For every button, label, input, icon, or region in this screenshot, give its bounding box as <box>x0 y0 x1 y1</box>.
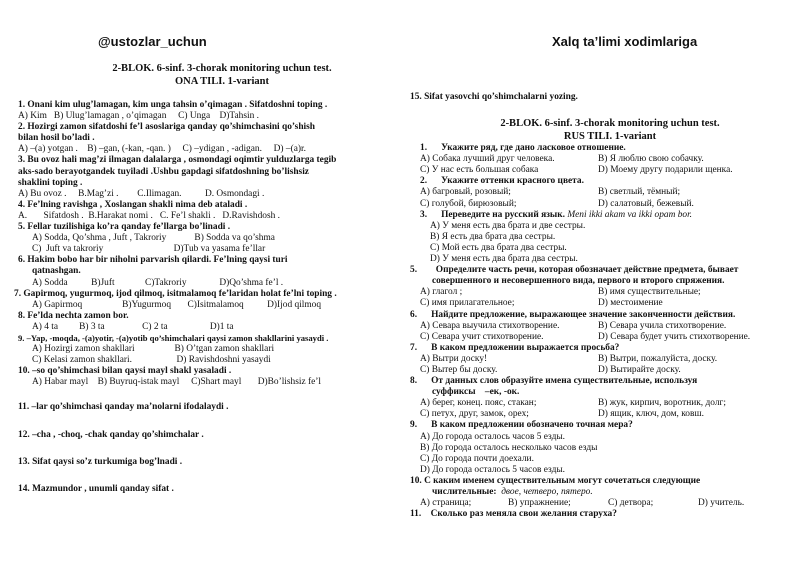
left-title <box>18 62 396 88</box>
answer-c: C) Вытер бы доску. <box>420 364 498 375</box>
question-text: 7. Gapirmoq, yugurmoq, ijod qilmoq, isitmalamoq fe’laridan holat fe’lni toping . <box>14 288 337 299</box>
answer-d: D) У меня есть два брата два сестры. <box>430 254 578 265</box>
question-12: 12. –cha , -choq, -chak qanday qo’shimchalar . <box>18 429 204 440</box>
answer-options: C) Kelasi zamon shakllari. D) Ravishdoshni yasaydi <box>32 355 271 366</box>
answer-grid <box>410 321 790 343</box>
answer-b: B) Я люблю свою собачку. <box>598 154 704 165</box>
question-13: 13. Sifat qaysi so’z turkumiga bog’lnadi . <box>18 456 183 467</box>
question-text: 5. Fellar tuzilishiga ko’ra qanday fe’llarga bo’linadi . <box>18 222 231 233</box>
question-text: 5. Определите часть речи, которая обозначает действие предмета, бывает <box>410 265 739 276</box>
answer-options: A) Kim B) Ulug’lamagan , o’qimagan C) Unga D)Tahsin . <box>18 111 259 122</box>
answer-options: A) 4 ta B) 3 ta C) 2 ta D)1 ta <box>32 321 234 332</box>
answer-options: A) Sodda B)Juft C)Takroriy D)Qo’shma fe’l . <box>32 277 284 288</box>
question-text: 6. Hakim bobo har bir niholni parvarish qilardi. Fe’lning qaysi turi <box>18 255 288 266</box>
answer-c: C) голубой, бирюзовый; <box>420 198 517 209</box>
answer-grid <box>420 187 790 209</box>
header-left: @ustozlar_uchun <box>98 34 207 49</box>
answer-a: A) У меня есть два брата и две сестры. <box>430 220 586 231</box>
question-text: 3. Переведите на русский язык. <box>420 209 565 220</box>
answer-a: A) багровый, розовый; <box>420 187 511 198</box>
question-5 <box>18 222 396 255</box>
rus-question-7 <box>410 343 790 376</box>
question-11: 11. –lar qo’shimchasi qanday ma’nolarni ifodalaydi . <box>18 402 229 413</box>
rus-question-2 <box>410 176 790 209</box>
question-text: 1. Укажите ряд, где дано ласковое отношение. <box>420 143 626 154</box>
question-suffixes: –ек, -ок. <box>475 387 520 398</box>
question-text: 3. Bu ovoz hali mag’zi ilmagan dalalarga , osmondagi oqimtir yulduzlarga tegib <box>18 155 337 166</box>
answer-options: A) Bu ovoz . B.Mag’zi . C.Ilimagan. D. Osmondagi . <box>18 188 265 199</box>
rus-question-3 <box>410 210 790 265</box>
left-column <box>14 62 396 495</box>
question-text: 8. Fe’lda nechta zamon bor. <box>18 310 129 321</box>
answer-c: C) петух, друг, замок, орех; <box>420 409 529 420</box>
answer-b: B) Севара учила стихотворение. <box>598 320 727 331</box>
rus-question-8 <box>410 376 790 420</box>
header-right: Xalq ta’limi xodimlariga <box>552 34 698 49</box>
answer-c: C) Мой есть два брата два сестры. <box>430 242 567 253</box>
question-text: 7. В каком предложении выражается просьба? <box>410 342 620 353</box>
question-text: shaklini toping . <box>18 177 83 188</box>
answer-a: A) Вытри доску! <box>420 353 488 364</box>
question-text: 9. В каком предложении обозначено точная мера? <box>410 420 633 431</box>
left-title-line1: 2-BLOK. 6-sinf. 3-chorak monitoring uchun test. <box>112 63 332 74</box>
answer-grid <box>410 354 790 376</box>
answer-options: A) –(a) yotgan . B) –gan, (-kan, -qan. ) C) –ydigan , -adigan. D) –(a)r. <box>18 144 306 155</box>
question-text: 2. Hozirgi zamon sifatdoshi fe’l asoslariga qanday qo’shimchasini qo’shish <box>18 122 316 133</box>
answer-options: C) Juft va takroriy D)Tub va yasama fe’llar <box>32 244 266 255</box>
answer-b: B) жук, кирпич, воротник, долг; <box>598 398 726 409</box>
question-text: bilan hosil bo’ladi . <box>18 133 95 144</box>
rus-question-11: 11. Сколько раз меняла свои желания старуха? <box>410 509 617 520</box>
answer-grid <box>410 398 790 420</box>
rus-question-9 <box>410 420 790 475</box>
question-text: 10. С каким именем существительным могут сочетаться следующие <box>410 475 701 486</box>
rus-question-6 <box>410 310 790 343</box>
question-text: qatnashgan. <box>32 266 81 277</box>
answer-d: D) учитель. <box>698 498 745 509</box>
answer-a: A) Собака лучший друг человека. <box>420 154 555 165</box>
answer-a: A) берег, конец. пояс, стакан; <box>420 398 537 409</box>
question-text: совершенного и несовершенного вида, первого и второго спряжения. <box>432 276 725 287</box>
answer-d: D) местоимение <box>598 298 663 309</box>
answer-options: A) Habar mayl B) Buyruq-istak mayl C)Shart mayl D)Bo’lishsiz fe’l <box>32 377 322 388</box>
answer-grid <box>410 287 790 309</box>
answer-a: A) До города осталось часов 5 езды. <box>420 431 566 442</box>
answer-b: B) упражнение; <box>508 498 571 509</box>
question-text: 9. –Yap, -moqda, -(a)yotir, -(a)yotib qo’shimchalari qaysi zamon shakllarini yasaydi . <box>18 332 329 343</box>
right-title-line1: 2-BLOK. 6-sinf. 3-chorak monitoring uchun test. <box>500 118 720 130</box>
question-2 <box>18 122 396 155</box>
left-title-line2: ONA TILI. 1-variant <box>174 76 270 87</box>
rus-question-1 <box>410 143 790 176</box>
question-text: 8. От данных слов образуйте имена существительные, используя <box>410 376 698 387</box>
answer-d: D) салатовый, бежевый. <box>598 198 694 209</box>
question-text: 10. –so qo’shimchasi bilan qaysi mayl shakl yasaladi . <box>18 366 232 377</box>
rus-question-5 <box>410 265 790 309</box>
answer-options: A) Gapirmoq B)Yugurmoq C)Isitmalamoq D)Ijod qilmoq <box>32 299 322 310</box>
right-title <box>410 117 790 143</box>
question-8 <box>18 311 396 333</box>
answer-d: D) Моему другу подарили щенка. <box>598 165 733 176</box>
answer-options: A) Hozirgi zamon shakllari B) O’tgan zamon shakllari <box>32 344 275 355</box>
answer-c: C) имя прилагательное; <box>420 298 515 309</box>
answer-b: B) Я есть два брата два сестры. <box>430 231 556 242</box>
question-text: 1. Onani kim ulug’lamagan, kim unga tahsin o’qimagan . Sifatdoshni toping . <box>18 100 328 110</box>
question-10 <box>18 366 396 388</box>
question-phrase: Meni ikki akam va ikki opam bor. <box>564 209 693 220</box>
question-14: 14. Mazmundor , unumli qanday sifat . <box>18 483 174 494</box>
question-text: 4. Fe’lning ravishga , Xoslangan shakli nima deb ataladi . <box>18 199 248 210</box>
question-3 <box>18 155 396 199</box>
answer-c: C) До города почти доехали. <box>420 453 534 464</box>
question-1 <box>18 100 396 122</box>
question-text: числительные: <box>432 487 497 497</box>
answer-c: C) Севара учит стихотворение. <box>420 331 544 342</box>
question-phrase: двое, четверо, пятеро. <box>496 487 593 497</box>
question-4 <box>18 200 396 222</box>
answer-a: A) глагол ; <box>420 287 463 298</box>
answer-c: C) У нас есть большая собака <box>420 165 539 176</box>
answer-d: D) Севара будет учить стихотворение. <box>598 331 751 342</box>
answer-b: B) светлый, тёмный; <box>598 187 681 198</box>
rus-question-10 <box>410 476 790 509</box>
question-9 <box>18 333 396 366</box>
answer-b: B) Вытри, пожалуйста, доску. <box>598 353 718 364</box>
answer-b: B) До города осталось несколько часов езды <box>420 442 598 453</box>
answer-grid <box>410 498 790 509</box>
answer-a: A) Севара выучила стихотворение. <box>420 320 560 331</box>
question-6 <box>18 255 396 288</box>
question-15: 15. Sifat yasovchi qo’shimchalarni yozing. <box>410 92 578 102</box>
answer-a: A) страница; <box>420 498 472 509</box>
answer-options: A) Sodda, Qo’shma , Juft , Takroriy B) Sodda va qo’shma <box>32 233 275 244</box>
question-7 <box>14 288 396 311</box>
question-text: 2. Укажите оттенки красного цвета. <box>420 176 584 187</box>
answer-d: D) Вытирайте доску. <box>598 364 681 375</box>
answer-d: D) ящик, ключ, дом, ковш. <box>598 409 704 420</box>
question-text: суффиксы <box>432 387 476 398</box>
answer-c: C) детвора; <box>608 498 654 509</box>
right-column <box>410 92 790 520</box>
answer-grid <box>420 154 790 176</box>
answer-options: A. Sifatdosh . B.Harakat nomi . C. Fe’l shakli . D.Ravishdosh . <box>18 210 280 221</box>
answer-d: D) До города осталось 5 часов езды. <box>420 464 566 475</box>
answer-b: B) имя существительные; <box>598 287 701 298</box>
right-title-line2: RUS TILI. 1-variant <box>563 131 657 143</box>
question-text: aks-sado berayotgandek tuyiladi .Ushbu gapdagi sifatdoshning bo’lishsiz <box>18 166 309 177</box>
question-text: 6. Найдите предложение, выражающее значение законченности действия. <box>410 309 736 320</box>
